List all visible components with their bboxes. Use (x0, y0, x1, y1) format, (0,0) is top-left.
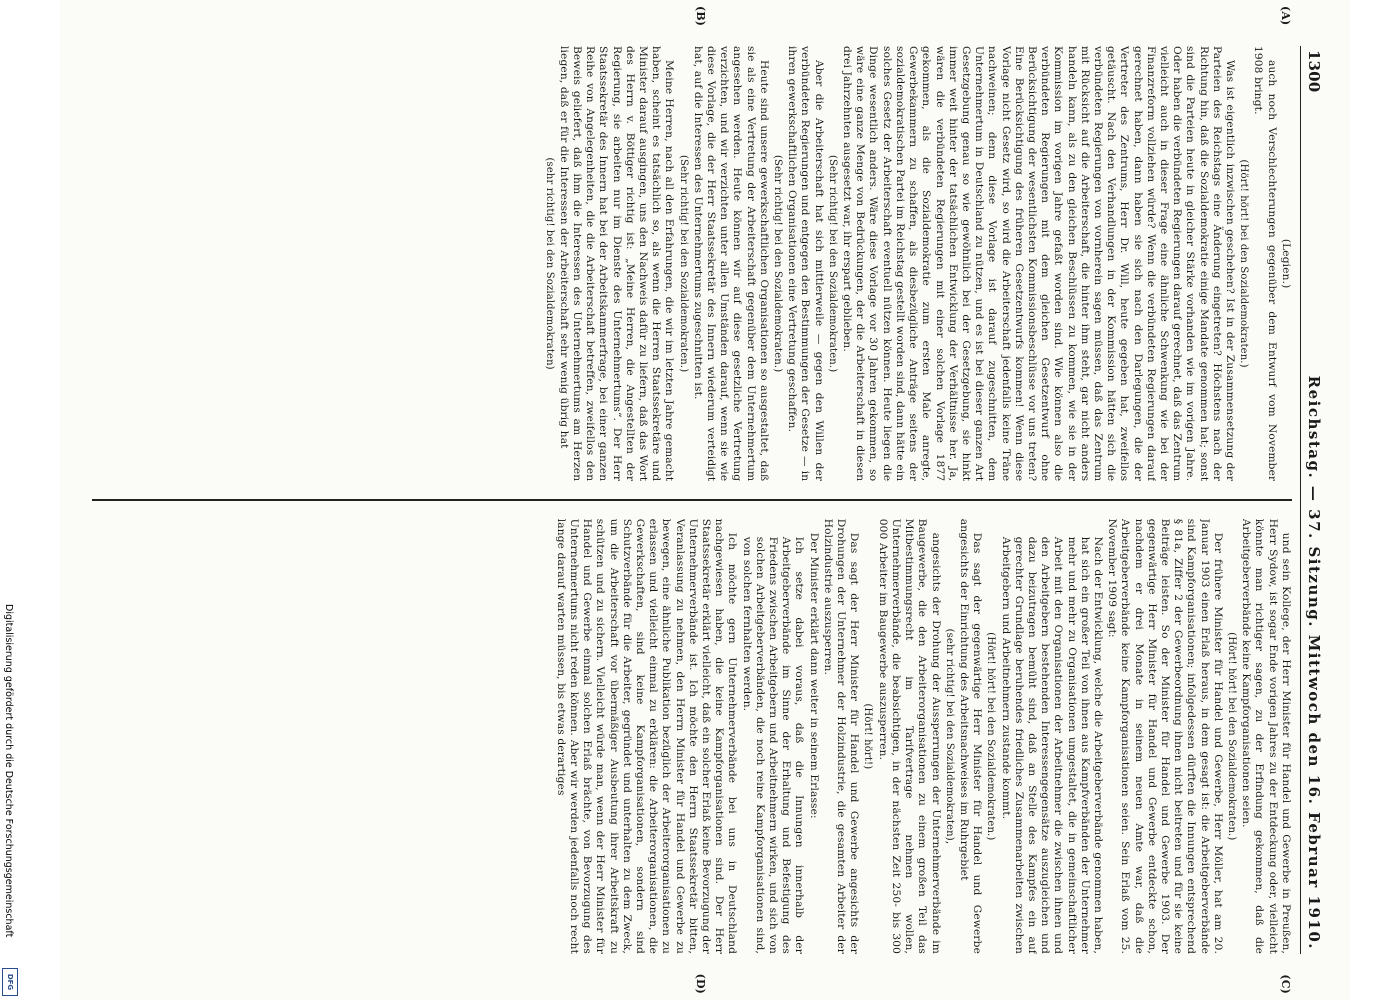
paragraph: Aber die Arbeiterschaft hat sich mittlerweile — gegen den Willen der verbündeten Regierungen und entgegen den Bestimmungen der Gesetze — in ihren gewerkschaftlichen Organisationen eine Vertretung geschaffen. (786, 46, 825, 482)
paragraph: Das sagt der gegenwärtige Herr Minister für Handel und Gewerbe angesichts der Einrichtung des Arbeitsnachweises im Ruhrgebiet (957, 518, 984, 954)
paragraph: Ich möchte gern Unternehmerverbände bei uns in Deutschland nachgewiesen haben, die keine Kampforganisationen sind. Der Herr Staatssekretär erklärt vielleicht, daß ein solcher Erlaß keine Bevorzugung der Unternehmerverbände ist. Ich möchte den Herrn Staatssekretär bitten, Veranlassung zu nehmen, den Herrn Minister für Handel und Gewerbe zu bewegen, eine ähnliche Publikation bezüglich der Arbeiterorganisationen zu erlassen und vielleicht einmal zu erklären: die Arbeiterorganisationen, die Gewerkschaften, sind keine Kampforganisationen, sondern sind Schutzverbände für die Arbeiter, gegründet und unterhalten zu dem Zweck, um die Arbeiterschaft vor übermäßiger Ausbeutung ihrer Arbeitskraft zu schützen und zu sichern. Vielleicht würde man, wenn der Herr Minister für Handel und Gewerbe einmal solchen Erlaß brächte, von Bevorzugung des Unternehmertums nicht reden können. Aber wir werden jedenfalls noch recht lange darauf warten müssen, bis etwas derartiges (554, 518, 739, 954)
scanned-page (60, 0, 1350, 1000)
text-columns (92, 6, 1292, 994)
running-title: Reichstag. — 37. Sitzung. Mittwoch den 16. Februar 1910. (1305, 375, 1323, 950)
right-column (92, 519, 1292, 954)
interjection: (Hört! hört!) (862, 703, 874, 770)
interjection: (Sehr richtig! bei den Sozialdemokraten.) (826, 154, 838, 373)
interjection: (Hört! hört! bei den Sozialdemokraten.) (1238, 159, 1250, 368)
paragraph: Was ist eigentlich inzwischen geschehen? Ist in der Zusammensetzung der Parteien des Reichstags eine Änderung eingetreten? Höchstens nach der Richtung hin, daß die Sozialdemokratie einige Mandate genommen hat; sonst sind die Parteien heute in gleicher Stärke vorhanden wie im vorigen Jahre. Oder haben die verbündeten Regierungen darauf gerechnet, daß das Zentrum vielleicht auch in dieser Frage eine ähnliche Schwenkung wie bei der Finanzreform vollziehen würde? Wenn die verbündeten Regierungen darauf gerechnet haben, dann haben sie sich nach den Darlegungen, die der Vertreter des Zentrums, Herr Dr. Will, heute gegeben hat, zweifellos getäuscht. Nach den Verhandlungen in der Kommission hätten sich die verbündeten Regierungen von vornherein sagen müssen, daß das Zentrum mit Rücksicht auf die Arbeiterschaft, die hinter ihm steht, gar nicht anders handeln kann, als zu den gleichen Beschlüssen zu kommen, wie sie in der Kommission im vorigen Jahre gefaßt worden sind. Wie können also die verbündeten Regierungen mit dem gleichen Gesetzentwurf ohne Berücksichtigung der wesentlichsten Kommissionsbeschlüsse vor uns treten? Eine Berücksichtigung des früheren Gesetzentwurfs kommen! Wenn diese Vorlage nicht Gesetz wird, so wird die Arbeiterschaft jedenfalls keine Träne nachweinen; denn diese Vorlage ist darauf zugeschnitten, dem Unternehmertum in Deutschland zu nützen, und es ist bei dieser ganzen Art Gesetzgebung genau so wie gewöhnlich bei der Gesetzgebung, sie hinkt immer weit hinter der tatsächlichen Entwicklung der Verhältnisse her. Ja, wären die verbündeten Regierungen mit einer solchen Vorlage 1877 gekommen, als die Sozialdemokratie zum ersten Male anregte, Gewerbekammern zu schaffen, als diesbezügliche Anträge seitens der sozialdemokratischen Partei im Reichstag gestellt worden sind, dann hätte ein solches Gesetz der Arbeiterschaft eventuell nützen können. Heute liegen die Dinge wesentlich anders. Wäre diese Vorlage vor 30 Jahren gekommen, so wäre eine ganze Menge von Bedrückungen, der die Arbeiterschaft in diesen drei Jahrzehnten ausgesetzt war, ihr erspart geblieben. (841, 46, 1236, 482)
paragraph: Heute sind unsere gewerkschaftlichen Organisationen so ausgestaltet, daß sie als eine Vertretung der Arbeiterschaft gegenüber dem Unternehmertum angesehen werden. Heute können wir auf diese gesetzliche Vertretung verzichten, und wir verzichten unter allen Umständen darauf, wenn sie wie diese Vorlage, die der Herr Staatssekretär des Innern wiederum verteidigt hat, auf die Interessen des Unternehmertums zugeschnitten ist. (691, 46, 770, 482)
interjection: (Sehr richtig! bei den Sozialdemokraten.) (772, 154, 784, 373)
paragraph: auch noch Verschlechterungen gegenüber dem Entwurf vom November 1908 bringt. (1252, 46, 1278, 482)
margin-letter-d: (D) (693, 973, 707, 994)
paragraph: Der Minister erklärt dann weiter in seinem Erlasse: (807, 532, 820, 819)
quoted-passage: Ich setze dabei voraus, daß die Innungen innerhalb der Arbeitgeberverbände im Sinne der Erhaltung und Befestigung des Friedens zwischen Arbeitgebern und Arbeitnehmern wirken, und sich von solchen Arbeitgeberverbänden, die noch reine Kampforganisationen sind, von solchen fernhalten werden. (740, 536, 806, 954)
interjection: (sehr richtig! bei den Sozialdemokraten) (543, 157, 555, 370)
margin-letter-c: (C) (1278, 974, 1292, 994)
page-number: 1300 (1305, 50, 1323, 93)
interjection: (Hört! hört! bei den Sozialdemokraten.) (985, 632, 997, 841)
interjection: (Hört! hört! bei den Sozialdemokraten.) (1225, 632, 1237, 841)
interjection: (Legien.) (1279, 238, 1292, 289)
paragraph: Der frühere Minister für Handel und Gewerbe, Herr Möller, hat am 20. Januar 1903 einen Erlaß heraus, in dem gesagt ist: die Arbeitgeberverbände sind Kampforganisationen; infolgedessen dürften die Innungen entsprechend § 81a, Ziffer 2 der Gewerbeordnung ihnen nicht beitreten und für sie keine Beiträge leisten. So der Minister für Handel und Gewerbe 1903. Der gegenwärtige Herr Minister für Handel und Gewerbe entdeckte schon, nachdem er drei Monate in seinem neuen Amte war, daß die Arbeitgeberverbände keine Kampforganisationen seien. Sein Erlaß vom 25. November 1909 sagt: (1106, 518, 1224, 954)
digitization-note: Digitalisierung gefördert durch die Deutsche Forschungsgemeinschaft (3, 604, 14, 938)
margin-letter-b: (B) (693, 6, 707, 27)
paragraph: Meine Herren, nach all den Erfahrungen, die wir im letzten Jahre gemacht haben, scheint es tatsächlich so, als wenn die Herren Staatssekretäre und Minister darauf ausgingen, uns den Nachweis dafür zu liefern, daß das Wort des Herrn v. Böttiger richtig ist: „Meine Herren, die Angestellten der Regierung, sie arbeiten nur im Dienste des Unternehmertums“. Der Herr Staatssekretär des Innern hat bei der Arbeitskammerfrage, bei einer ganzen Reihe von Angelegenheiten, die die Arbeiterschaft betreffen, zweifellos den Beweis geliefert, daß ihm die Interessen des Unternehmertums am Herzen liegen, daß er für die Interessen der Arbeiterschaft sehr wenig übrig hat (557, 46, 676, 482)
paragraph: und sein Kollege, der Herr Minister für Handel und Gewerbe in Preußen, Herr Sydow, ist sogar Ende vorigen Jahres zu der Entdeckung oder, vielleicht könnte man richtiger sagen, zu der Erfindung gekommen, daß die Arbeitgeberverbände keine Kampforganisationen seien. (1240, 518, 1292, 954)
page-header (1300, 46, 1323, 954)
margin-letter-a: (A) (1278, 6, 1292, 26)
interjection: (sehr richtig! bei den Sozialdemokraten), (943, 628, 955, 845)
paragraph: angesichts der Drohung der Aussperrungen der Unternehmerverbände im Baugewerbe, die den Arbeiterorganisationen zu einem großen Teil das Mitbestimmungsrecht im Tarifvertrage nehmen wollen, Unternehmerverbände, die beabsichtigen, in der nächsten Zeit 250- bis 300 000 Arbeiter im Baugewerbe auszusperren. (876, 518, 942, 954)
quoted-passage: Nach der Entwicklung, welche die Arbeitgeberverbände genommen haben, hat sich ein großer Teil von ihnen aus Kampfverbänden der Unternehmer mehr und mehr zu Organisationen umgestaltet, die in gemeinschaftlicher Arbeit mit den Organisationen der Arbeitnehmer die zwischen ihnen und den Arbeitgebern bestehenden Interessengegensätze auszugleichen und dazu beizutragen bemüht sind, daß an Stelle des Kampfes ein auf gerechter Grundlage beruhendes friedliches Zusammenarbeiten zwischen Arbeitgebern und Arbeitnehmern zustande kommt. (999, 536, 1104, 954)
interjection: (Sehr richtig! bei den Sozialdemokraten.) (677, 154, 689, 373)
dfg-logo-text: DFG (6, 973, 14, 991)
left-column (92, 46, 1292, 481)
column-divider (92, 499, 1292, 501)
paragraph: Das sagt der Herr Minister für Handel und Gewerbe angesichts der Drohungen der Unternehmer der Holzindustrie, die gesamten Arbeiter der Holzindustrie auszusperren. (821, 518, 861, 954)
